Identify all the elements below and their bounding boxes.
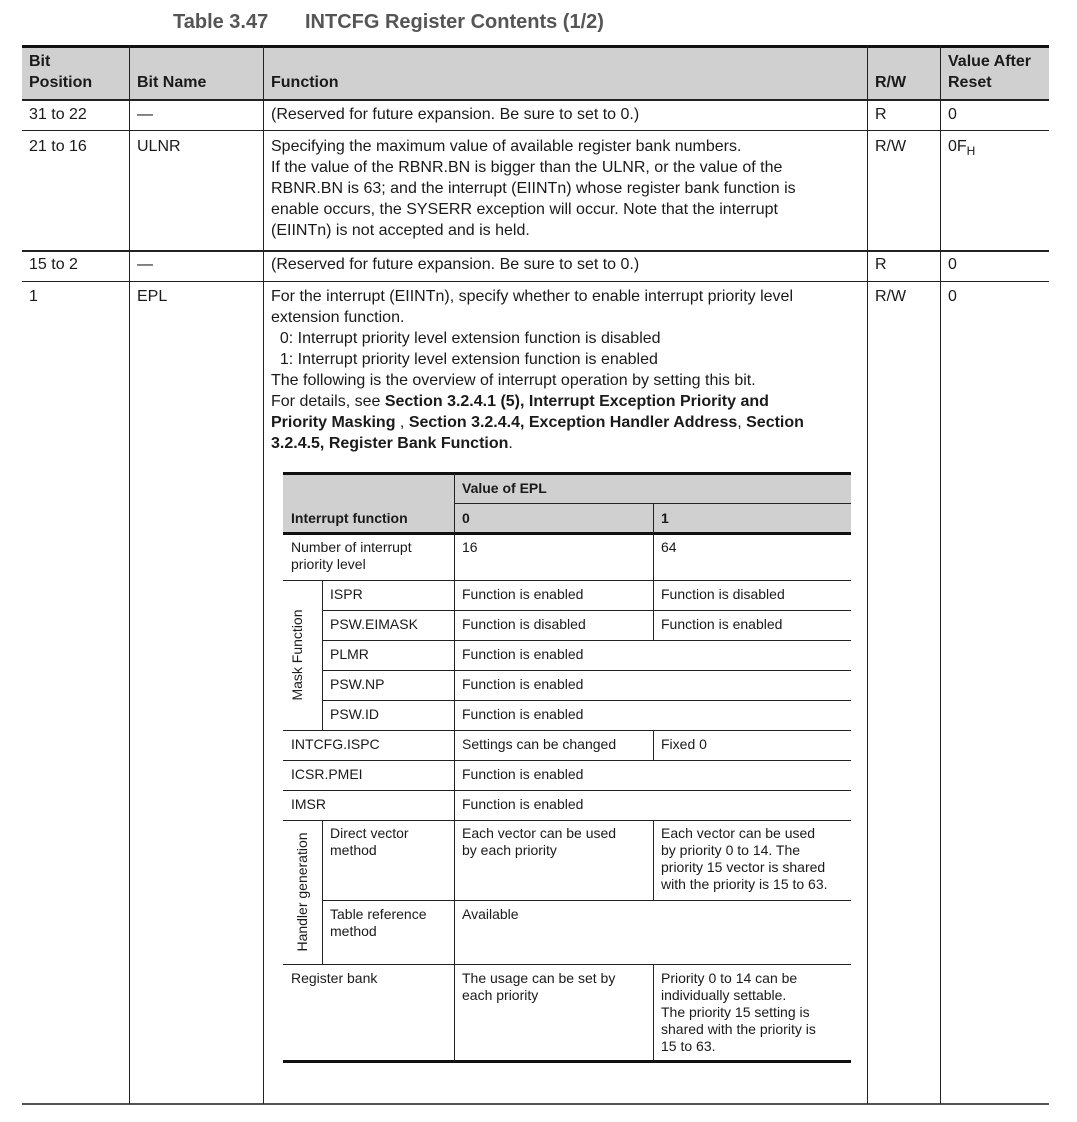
section-link[interactable]: Section 3.2.4.1 (5), Interrupt Exception Priority and: [384, 393, 769, 410]
header-bit-position-1: Bit: [29, 53, 51, 70]
epl1-value: with the priority is 15 to 63.: [661, 876, 828, 892]
divider: [454, 473, 455, 1062]
divider: [283, 730, 851, 731]
shared-value: Function is enabled: [462, 796, 584, 812]
epl1-value: Priority 0 to 14 can be: [661, 970, 798, 986]
divider: [322, 610, 851, 611]
function-text: 0: Interrupt priority level extension function is disabled: [271, 330, 661, 347]
shared-value: Available: [462, 906, 519, 922]
rw-value: R/W: [875, 138, 907, 155]
row-label: ICSR.PMEI: [291, 766, 363, 782]
bit-position: 21 to 16: [29, 138, 87, 155]
epl1-value: by priority 0 to 14. The: [661, 842, 801, 858]
rw-value: R: [875, 256, 887, 273]
function-text: (Reserved for future expansion. Be sure to set to 0.): [271, 106, 640, 123]
divider: [322, 640, 851, 641]
epl1-value: shared with the priority is: [661, 1021, 816, 1037]
row-label: priority level: [291, 556, 366, 572]
table-title: INTCFG Register Contents (1/2): [305, 11, 604, 33]
reset-value-main: 0F: [948, 138, 967, 155]
divider: [322, 820, 323, 964]
epl-header-border: [283, 532, 851, 535]
function-text: If the value of the RBNR.BN is bigger than the ULNR, or the value of the: [271, 159, 783, 176]
row-label: PSW.ID: [330, 706, 380, 722]
divider: [22, 281, 1049, 282]
function-text: 1: Interrupt priority level extension function is enabled: [271, 351, 658, 368]
function-text: enable occurs, the SYSERR exception will occur. Note that the interrupt: [271, 201, 778, 218]
divider: [322, 580, 323, 730]
divider: [653, 730, 654, 760]
bit-position: 15 to 2: [29, 256, 78, 273]
table-number: Table 3.47: [173, 11, 269, 33]
epl1-value: Function is enabled: [661, 616, 783, 632]
divider: [22, 130, 1049, 131]
reset-value: [948, 136, 975, 162]
function-text: extension function.: [271, 309, 405, 326]
details-line: [271, 412, 804, 433]
row-label: PSW.NP: [330, 676, 385, 692]
epl-bottom-border: [283, 1060, 851, 1063]
header-bit-position-2: Position: [29, 74, 93, 91]
epl1-value: 15 to 63.: [661, 1038, 716, 1054]
bit-name: ULNR: [137, 138, 181, 155]
row-label: method: [330, 923, 377, 939]
header-interrupt-function: Interrupt function: [291, 510, 408, 526]
period: .: [508, 435, 513, 452]
function-text: RBNR.BN is 63; and the interrupt (EIINTn) whose register bank function is: [271, 180, 796, 197]
header-function: Function: [271, 74, 339, 91]
separator: ,: [737, 414, 747, 431]
header-reset-2: Reset: [948, 74, 992, 91]
reset-value: 0: [948, 106, 957, 123]
bit-position: 31 to 22: [29, 106, 87, 123]
section-link[interactable]: 3.2.4.5, Register Bank Function: [271, 435, 509, 452]
row-label: Direct vector: [330, 825, 409, 841]
bottom-border: [22, 1103, 1049, 1105]
details-line: [271, 433, 513, 454]
function-text: (Reserved for future expansion. Be sure to set to 0.): [271, 256, 640, 273]
epl1-value: priority 15 vector is shared: [661, 859, 826, 875]
section-link[interactable]: Section: [746, 414, 804, 431]
function-text: (EIINTn) is not accepted and is held.: [271, 222, 530, 239]
divider: [653, 964, 654, 1061]
bit-position: 1: [29, 288, 38, 305]
epl1-value: Fixed 0: [661, 736, 707, 752]
header-reset-1: Value After: [948, 53, 1031, 70]
separator: ,: [395, 414, 409, 431]
divider: [322, 700, 851, 701]
divider: [283, 820, 851, 821]
details-prefix: For details, see: [271, 393, 385, 410]
epl0-value: The usage can be set by: [462, 970, 616, 986]
group-label-handler-generation: Handler generation: [294, 832, 310, 952]
reset-value-subscript: H: [966, 144, 976, 158]
shared-value: Function is enabled: [462, 766, 584, 782]
divider: [867, 46, 868, 1104]
header-epl-0: 0: [462, 510, 470, 526]
epl1-value: Function is disabled: [661, 586, 785, 602]
row-label: method: [330, 842, 377, 858]
row-label: PSW.EIMASK: [330, 616, 418, 632]
epl1-value: 64: [661, 539, 677, 555]
group-label-mask-function: Mask Function: [289, 609, 305, 701]
function-text: Specifying the maximum value of available register bank numbers.: [271, 138, 742, 155]
row-label: PLMR: [330, 646, 369, 662]
epl-top-border: [283, 472, 851, 475]
row-label: IMSR: [291, 796, 326, 812]
epl0-value: 16: [462, 539, 478, 555]
bit-name: —: [137, 256, 153, 273]
header-epl-1: 1: [661, 510, 669, 526]
divider: [129, 46, 130, 1104]
row-label: Table reference: [330, 906, 427, 922]
epl0-value: Function is disabled: [462, 616, 586, 632]
epl1-value: individually settable.: [661, 987, 787, 1003]
divider: [22, 99, 1049, 101]
section-link[interactable]: Priority Masking: [271, 414, 396, 431]
divider: [940, 46, 941, 1104]
function-text: For the interrupt (EIINTn), specify whether to enable interrupt priority level: [271, 288, 793, 305]
section-link[interactable]: Section 3.2.4.4, Exception Handler Address: [408, 414, 738, 431]
rw-value: R/W: [875, 288, 907, 305]
epl1-value: The priority 15 setting is: [661, 1004, 810, 1020]
reset-value: 0: [948, 288, 957, 305]
divider: [322, 900, 851, 901]
epl0-value: by each priority: [462, 842, 557, 858]
top-border: [22, 45, 1049, 48]
divider: [283, 760, 851, 761]
divider: [283, 790, 851, 791]
shared-value: Function is enabled: [462, 676, 584, 692]
row-label: Register bank: [291, 970, 378, 986]
row-label: ISPR: [330, 586, 363, 602]
epl0-value: Each vector can be used: [462, 825, 617, 841]
rw-value: R: [875, 106, 887, 123]
epl0-value: Settings can be changed: [462, 736, 617, 752]
divider: [283, 580, 851, 581]
divider: [653, 503, 654, 640]
shared-value: Function is enabled: [462, 646, 584, 662]
row-label: Number of interrupt: [291, 539, 412, 555]
row-label: INTCFG.ISPC: [291, 736, 380, 752]
details-line: [271, 391, 769, 412]
header-bit-name: Bit Name: [137, 74, 207, 91]
divider: [653, 820, 654, 900]
function-text: The following is the overview of interrupt operation by setting this bit.: [271, 372, 756, 389]
reset-value: 0: [948, 256, 957, 273]
header-value-of-epl: Value of EPL: [462, 480, 547, 496]
divider: [322, 670, 851, 671]
divider: [263, 46, 264, 1104]
bit-name: —: [137, 106, 153, 123]
epl0-value: each priority: [462, 987, 539, 1003]
divider: [283, 964, 851, 965]
divider: [22, 250, 1049, 252]
epl1-value: Each vector can be used: [661, 825, 816, 841]
epl0-value: Function is enabled: [462, 586, 584, 602]
bit-name: EPL: [137, 288, 168, 305]
header-rw: R/W: [875, 74, 907, 91]
shared-value: Function is enabled: [462, 706, 584, 722]
